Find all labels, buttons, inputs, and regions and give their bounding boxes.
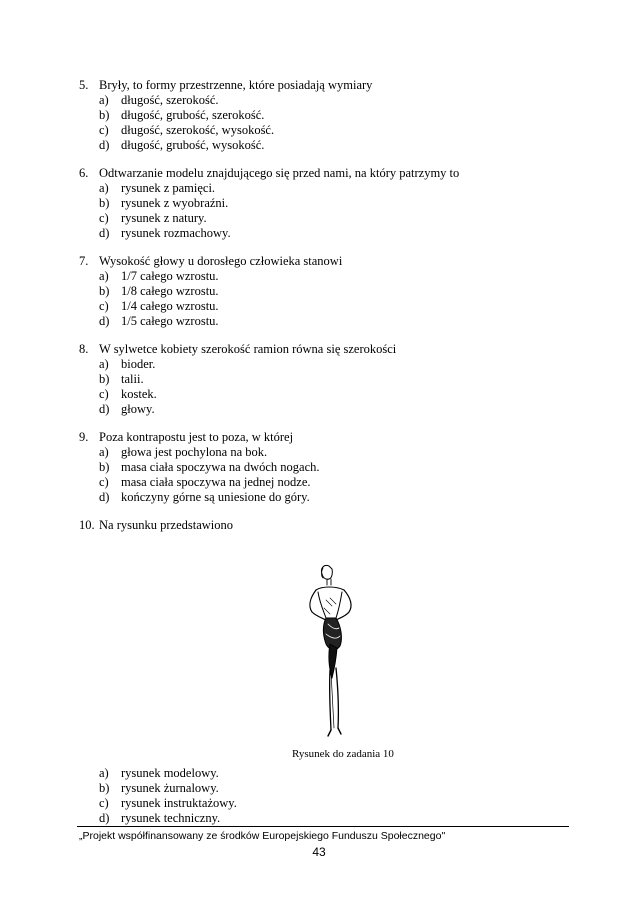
option-c: c) kostek. bbox=[99, 387, 157, 401]
option-a: a) rysunek modelowy. bbox=[99, 766, 219, 780]
question-number: 10. bbox=[79, 518, 95, 532]
option-d: d) długość, grubość, wysokość. bbox=[99, 138, 265, 152]
option-d: d) głowy. bbox=[99, 402, 155, 416]
question-text: W sylwetce kobiety szerokość ramion równa się szerokości bbox=[99, 342, 397, 356]
question-text: Odtwarzanie modelu znajdującego się przed nami, na który patrzymy to bbox=[99, 166, 460, 180]
option-c: c) długość, szerokość, wysokość. bbox=[99, 123, 275, 137]
question-text: Poza kontrapostu jest to poza, w której bbox=[99, 430, 294, 444]
option-a: a) 1/7 całego wzrostu. bbox=[99, 269, 219, 283]
option-c: c) masa ciała spoczywa na jednej nodze. bbox=[99, 475, 311, 489]
option-d: d) rysunek techniczny. bbox=[99, 811, 221, 825]
question-number: 9. bbox=[79, 430, 89, 444]
option-a: a) długość, szerokość. bbox=[99, 93, 219, 107]
option-a: a) głowa jest pochylona na bok. bbox=[99, 445, 268, 459]
option-c: c) rysunek z natury. bbox=[99, 211, 207, 225]
question-number: 6. bbox=[79, 166, 89, 180]
question-number: 8. bbox=[79, 342, 89, 356]
question-text: Na rysunku przedstawiono bbox=[99, 518, 233, 532]
option-b: b) rysunek z wyobraźni. bbox=[99, 196, 229, 210]
option-d: d) rysunek rozmachowy. bbox=[99, 226, 231, 240]
question-number: 7. bbox=[79, 254, 89, 268]
figure-caption: Rysunek do zadania 10 bbox=[292, 748, 394, 760]
question-number: 5. bbox=[79, 78, 89, 92]
option-d: d) kończyny górne są uniesione do góry. bbox=[99, 490, 310, 504]
option-b: b) talii. bbox=[99, 372, 144, 386]
option-b: b) rysunek żurnalowy. bbox=[99, 781, 219, 795]
option-b: b) długość, grubość, szerokość. bbox=[99, 108, 265, 122]
option-d: d) 1/5 całego wzrostu. bbox=[99, 314, 219, 328]
option-a: a) bioder. bbox=[99, 357, 156, 371]
option-a: a) rysunek z pamięci. bbox=[99, 181, 216, 195]
page-number: 43 bbox=[312, 845, 326, 859]
question-text: Bryły, to formy przestrzenne, które posiadają wymiary bbox=[99, 78, 373, 92]
option-b: b) masa ciała spoczywa na dwóch nogach. bbox=[99, 460, 320, 474]
footer-text: „Projekt współfinansowany ze środków Europejskiego Funduszu Społecznego" bbox=[79, 830, 446, 842]
question-text: Wysokość głowy u dorosłego człowieka stanowi bbox=[99, 254, 343, 268]
option-c: c) rysunek instruktażowy. bbox=[99, 796, 237, 810]
footer-divider bbox=[77, 826, 569, 827]
option-c: c) 1/4 całego wzrostu. bbox=[99, 299, 219, 313]
fashion-sketch-figure bbox=[296, 560, 366, 740]
option-b: b) 1/8 całego wzrostu. bbox=[99, 284, 219, 298]
